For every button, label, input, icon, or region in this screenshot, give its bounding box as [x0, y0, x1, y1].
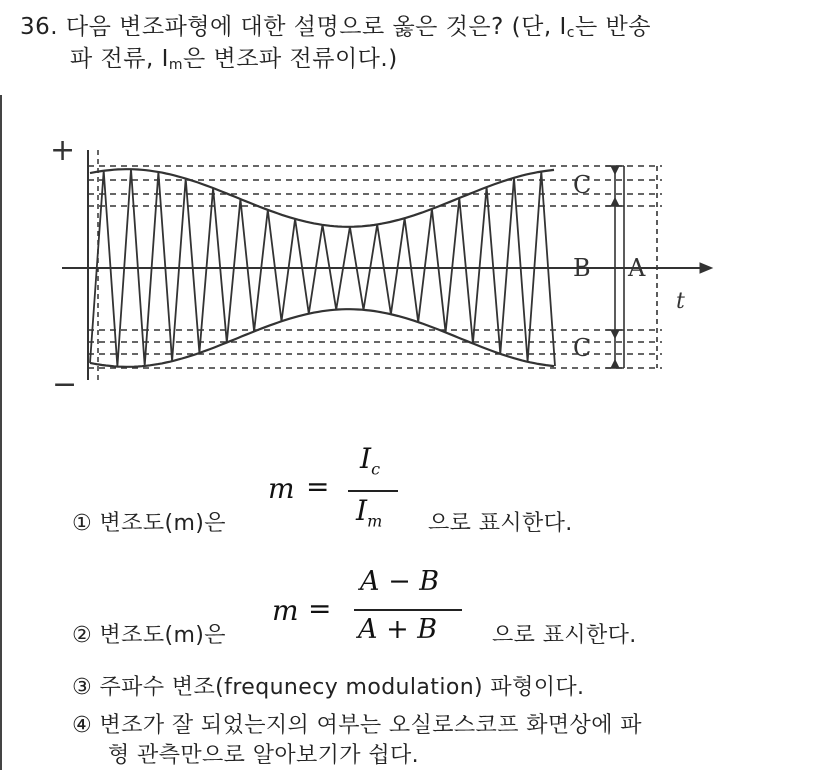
minus-sign: − — [52, 367, 78, 402]
option-2-fraction-bar — [354, 609, 462, 611]
option-1-formula — [268, 442, 408, 538]
subscript-m: m — [168, 57, 184, 73]
option-2-formula — [272, 566, 472, 650]
option-1-eq: = — [306, 470, 330, 503]
question-text-1a: 다음 변조파형에 대한 설명으로 옳은 것은? (단, I — [65, 14, 567, 40]
lower-envelope — [90, 309, 554, 367]
option-2-marker: ② — [72, 623, 93, 648]
dimension-arrowhead — [611, 198, 619, 206]
option-1-denominator — [356, 494, 382, 531]
left-margin-rule — [0, 95, 2, 770]
option-3[interactable] — [72, 670, 584, 701]
option-3-marker: ③ — [72, 675, 93, 700]
option-4-text-2: 형 관측만으로 알아보기가 쉽다. — [108, 743, 420, 768]
question-number: 36. — [20, 14, 59, 40]
option-1-numerator — [360, 442, 380, 479]
option-1[interactable] — [72, 506, 226, 537]
option-2-m: m — [272, 594, 299, 627]
numerator-i: I — [360, 442, 372, 475]
label-a: A — [628, 254, 646, 282]
dimension-arrowhead — [611, 330, 619, 338]
question-text-1b: 는 반송 — [574, 14, 651, 40]
waveform-graphics — [62, 150, 712, 380]
option-4-text-1: 변조가 잘 되었는지의 여부는 오실로스코프 화면상에 파 — [99, 713, 642, 738]
option-1-m: m — [268, 472, 295, 505]
label-c-bottom: C — [573, 334, 592, 362]
question-line-2 — [70, 40, 398, 73]
axis-arrowhead — [700, 263, 712, 273]
dimension-arrowhead — [611, 360, 619, 368]
subscript-c: c — [566, 25, 575, 41]
option-4[interactable] — [72, 708, 642, 739]
option-2-text: 변조도(m)은 — [99, 623, 226, 648]
label-c-top: C — [573, 171, 592, 199]
option-3-text: 주파수 변조(frequnecy modulation) 파형이다. — [99, 675, 585, 700]
denominator-sub: m — [367, 511, 383, 531]
question-line-1 — [20, 8, 651, 41]
plus-sign: + — [50, 133, 76, 168]
option-2-eq: = — [308, 592, 332, 625]
numerator-sub: c — [371, 459, 381, 479]
option-1-text: 변조도(m)은 — [99, 511, 226, 536]
option-4-marker: ④ — [72, 713, 93, 738]
option-1-suffix: 으로 표시한다. — [428, 511, 573, 536]
am-waveform-figure — [40, 130, 730, 420]
dimension-arrowhead — [611, 166, 619, 174]
option-2-suffix: 으로 표시한다. — [492, 623, 637, 648]
option-2-denominator: A + B — [358, 614, 438, 645]
question-text-2a: 파 전류, I — [70, 46, 169, 72]
option-1-fraction-bar — [348, 490, 398, 492]
option-2[interactable] — [72, 618, 226, 649]
question-text-2b: 은 변조파 전류이다.) — [183, 46, 398, 72]
option-2-numerator: A − B — [360, 566, 440, 597]
label-t: t — [676, 289, 685, 314]
label-b: B — [573, 254, 591, 282]
option-1-marker: ① — [72, 511, 93, 536]
denominator-i: I — [356, 494, 368, 527]
